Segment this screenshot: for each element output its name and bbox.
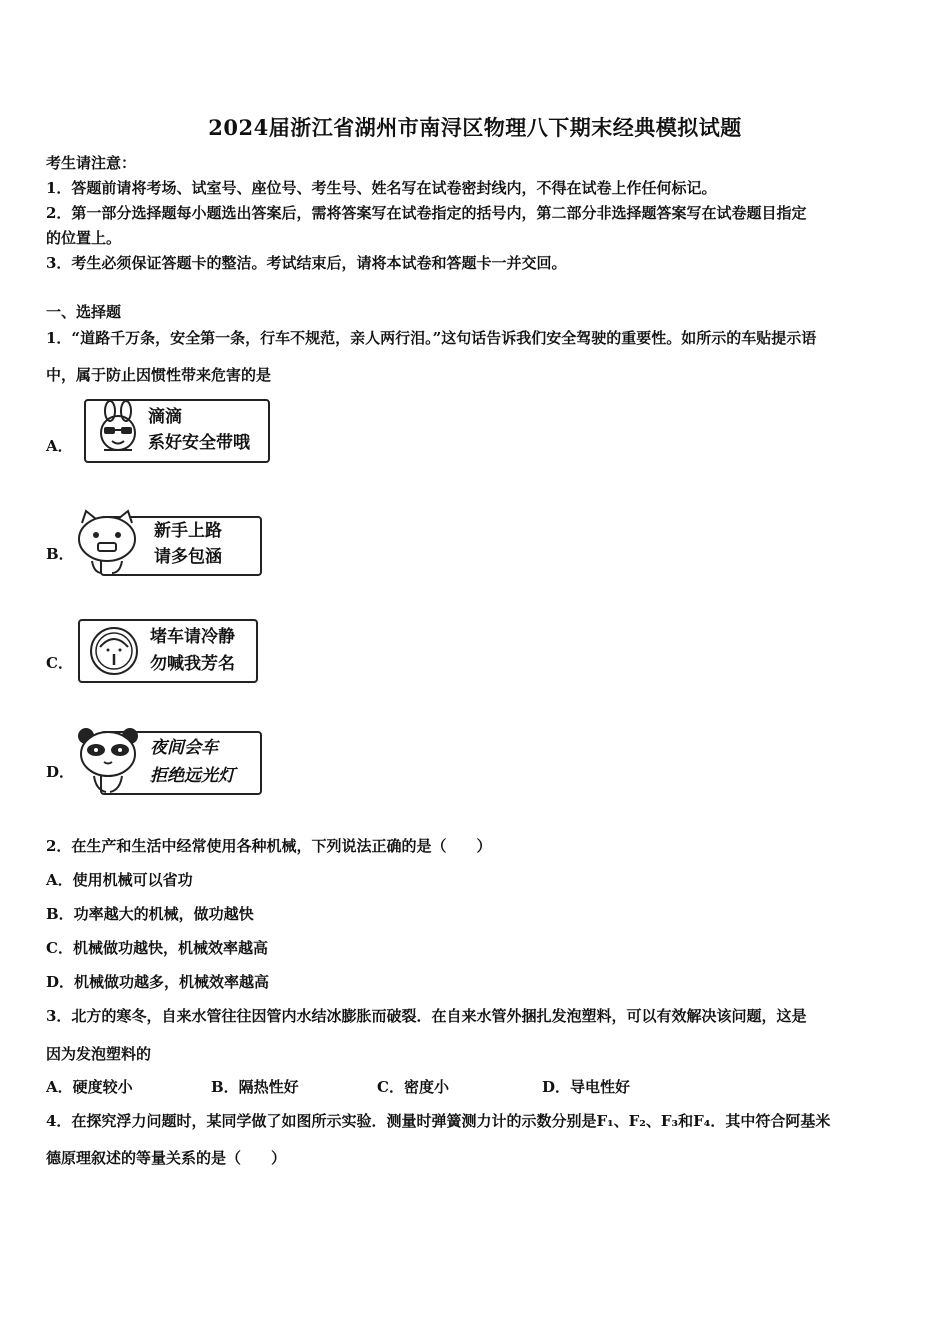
- question-4-stem-cont: 德原理叙述的等量关系的是（ ）: [46, 1149, 287, 1167]
- rabbit-icon: [90, 401, 146, 461]
- girl-face-icon: [88, 625, 140, 677]
- panda-icon: [76, 724, 140, 796]
- question-3-option: A．硬度较小: [46, 1078, 133, 1096]
- sticker-c-line2: 勿喊我芳名: [150, 654, 235, 674]
- section-heading: 一、选择题: [46, 303, 122, 321]
- notice-item: 的位置上。: [46, 229, 122, 247]
- question-2-option: D．机械做功越多，机械效率越高: [46, 973, 270, 991]
- question-3-option: D．导电性好: [542, 1078, 631, 1096]
- sticker-d-line2: 拒绝远光灯: [150, 766, 235, 786]
- question-2-stem: 2．在生产和生活中经常使用各种机械，下列说法正确的是（ ）: [46, 837, 492, 855]
- question-2-option: B．功率越大的机械，做功越快: [46, 905, 254, 923]
- page-title: 2024届浙江省湖州市南浔区物理八下期末经典模拟试题: [208, 115, 742, 140]
- question-3-stem-cont: 因为发泡塑料的: [46, 1045, 152, 1063]
- option-b-letter: B．: [46, 545, 74, 563]
- notice-heading: 考生请注意：: [46, 154, 137, 172]
- question-2-option: C．机械做功越快，机械效率越高: [46, 939, 268, 957]
- notice-item: 2．第一部分选择题每小题选出答案后，需将答案写在试卷指定的括号内，第二部分非选择题答案写在试卷题目指定: [46, 204, 807, 222]
- sticker-d-line1: 夜间会车: [150, 738, 218, 758]
- sticker-option-a: [84, 399, 270, 463]
- question-2-option: A．使用机械可以省功: [46, 871, 193, 889]
- option-d-letter: D．: [46, 763, 75, 781]
- cat-icon: [72, 507, 142, 579]
- sticker-a-line1: 滴滴: [148, 407, 182, 427]
- sticker-c-line1: 堵车请冷静: [150, 627, 235, 647]
- option-a-letter: A．: [46, 437, 73, 455]
- sticker-b-line1: 新手上路: [154, 521, 222, 541]
- question-3-option: C．密度小: [377, 1078, 449, 1096]
- sticker-b-line2: 请多包涵: [154, 547, 222, 567]
- question-1-stem: 1．“道路千万条，安全第一条，行车不规范，亲人两行泪。”这句话告诉我们安全驾驶的重要性。如所示的车贴提示语: [46, 329, 817, 347]
- notice-item: 3．考生必须保证答题卡的整洁。考试结束后，请将本试卷和答题卡一并交回。: [46, 254, 567, 272]
- question-3-option: B．隔热性好: [211, 1078, 299, 1096]
- question-1-stem-cont: 中，属于防止因惯性带来危害的是: [46, 366, 272, 384]
- question-3-stem: 3．北方的寒冬，自来水管往往因管内水结冰膨胀而破裂．在自来水管外捆扎发泡塑料，可以有效解决该问题，这是: [46, 1007, 807, 1025]
- notice-item: 1．答题前请将考场、试室号、座位号、考生号、姓名写在试卷密封线内，不得在试卷上作任何标记。: [46, 179, 717, 197]
- option-c-letter: C．: [46, 654, 73, 672]
- sticker-a-line2: 系好安全带哦: [148, 433, 250, 453]
- sticker-option-c: [78, 619, 258, 683]
- question-4-stem: 4．在探究浮力问题时，某同学做了如图所示实验．测量时弹簧测力计的示数分别是F₁、F₂、F₃和F₄．其中符合阿基米: [46, 1112, 831, 1130]
